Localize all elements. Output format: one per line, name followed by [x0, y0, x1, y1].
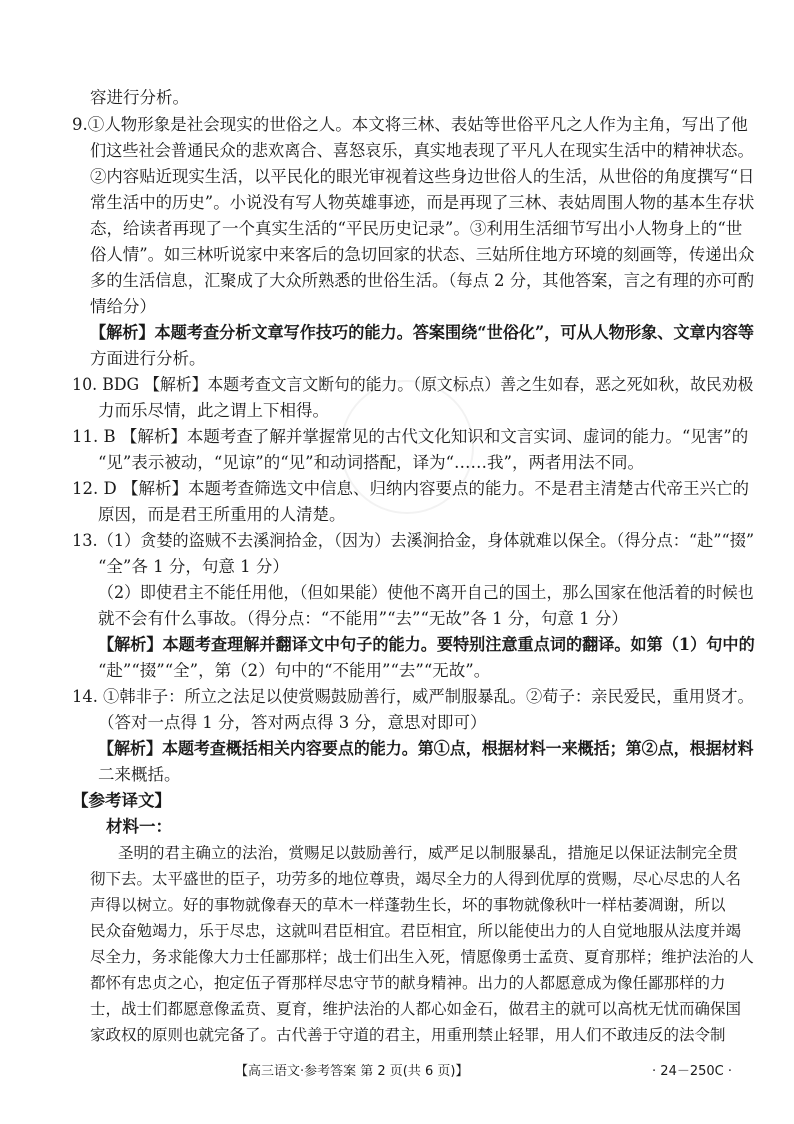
translation-line: 都怀有忠贞之心，抱定伍子胥那样尽忠守节的献身精神。出力的人都愿意成为像任鄙那样的力: [90, 974, 726, 992]
translation-line: 圣明的君主确立的法治，赏赐足以鼓励善行，威严足以制服暴乱，措施足以保证法制完全贯: [118, 844, 739, 862]
text-line: 俗人情”。如三林听说家中来客后的急切回家的状态、三姑所住地方环境的刻画等，传递出众: [90, 245, 755, 264]
answer-10-line: 10. BDG 【解析】本题考查文言文断句的能力。（原文标点）善之生如春，恶之死如秋，故民劝极: [72, 375, 754, 394]
text-line: （2）即使君主不能任用他，（但如果能）使他不离开自己的国土，那么国家在他活着的时候也: [98, 583, 754, 602]
material-one-heading: 材料一：: [106, 817, 172, 836]
answer-11-line: 11. B 【解析】本题考查了解并掌握常见的古代文化知识和文言实词、虚词的能力。“见害”的: [72, 427, 749, 446]
analysis-14: 【解析】本题考查概括相关内容要点的能力。第①点，根据材料一来概括；第②点，根据材料: [98, 739, 754, 758]
text-line: “全”各 1 分，句意 1 分）: [98, 557, 289, 576]
text-line: 力而乐尽情，此之谓上下相得。: [98, 401, 329, 420]
analysis-13: 【解析】本题考查理解并翻译文中句子的能力。要特别注意重点词的翻译。如第（1）句中的: [98, 635, 755, 654]
answer-14-line: 14. ①韩非子：所立之法足以使赏赐鼓励善行，威严制服暴乱。②荀子：亲民爱民，重用贤才。: [72, 687, 754, 706]
translation-line: 家政权的原则也就完备了。古代善于守道的君主，用重刑禁止轻罪，用人们不敢违反的法令制: [90, 1026, 726, 1044]
text-line: 二来概括。: [98, 765, 181, 784]
text-line: 们这些社会普通民众的悲欢离合、喜怒哀乐，真实地表现了平凡人在现实生活中的精神状态。: [90, 141, 754, 160]
text-line: ②内容贴近现实生活，以平民化的眼光审视着这些身边世俗人的生活，从世俗的角度撰写“日: [90, 167, 755, 186]
footer-page-label: 【高三语文·参考答案 第 2 页(共 6 页)】: [235, 1064, 469, 1079]
translation-line: 士，战士们都愿意像孟贲、夏育，维护法治的人都心如金石，做君主的就可以高枕无忧而确保国: [90, 1000, 742, 1018]
translation-line: 民众奋勉竭力，乐于尽忠，这就叫君臣相宜。君臣相宜，所以能使出力的人自觉地服从法度并竭: [90, 922, 742, 940]
text-line: 方面进行分析。: [90, 349, 206, 368]
text-line: 常生活中的历史”。小说没有写人物英雄事迹，而是再现了三林、表姑周围人物的基本生存状: [90, 193, 755, 212]
text-line: 态，给读者再现了一个真实生活的“平民历史记录”。③利用生活细节写出小人物身上的“世: [90, 219, 743, 238]
text-line: 多的生活信息，汇聚成了大众所熟悉的世俗生活。（每点 2 分，其他答案，言之有理的亦可酌: [90, 271, 755, 290]
text-line: “见”表示被动，“见谅”的“见”和动词搭配，译为“……我”，两者用法不同。: [98, 453, 644, 472]
analysis-9: 【解析】本题考查分析文章写作技巧的能力。答案围绕“世俗化”，可从人物形象、文章内容等: [90, 323, 755, 342]
translation-line: 彻下去。太平盛世的臣子，功劳多的地位尊贵，竭尽全力的人得到优厚的赏赐，尽心尽忠的人名: [90, 870, 742, 888]
footer-code: · 24－250C ·: [652, 1064, 732, 1079]
text-line: 原因，而是君王所重用的人清楚。: [98, 505, 346, 524]
answer-12-line: 12. D 【解析】本题考查筛选文中信息、归纳内容要点的能力。不是君主清楚古代帝王兴亡的: [72, 479, 749, 498]
reference-translation-heading: 【参考译文】: [72, 791, 171, 810]
translation-line: 声得以树立。好的事物就像春天的草木一样蓬勃生长，坏的事物就像秋叶一样枯萎凋谢，所以: [90, 896, 726, 914]
text-line: “赴”“掇”“全”，第（2）句中的“不能用”“去”“无故”。: [98, 661, 491, 680]
text-line: 就不会有什么事故。（得分点：“不能用”“去”“无故”各 1 分，句意 1 分）: [98, 609, 628, 628]
translation-line: 尽全力，务求能像大力士任鄙那样；战士们出生入死，情愿像勇士孟贲、夏育那样；维护法治的人: [90, 948, 754, 966]
text-line: 容进行分析。: [90, 88, 189, 107]
answer-13-line: 13.（1）贪婪的盗贼不去溪涧拾金，（因为）去溪涧拾金，身体就难以保全。（得分点：“赴”“掇”: [72, 531, 755, 550]
text-line: 情给分）: [90, 297, 156, 316]
page-footer: [0, 1058, 794, 1080]
answer-9-line: 9.①人物形象是社会现实的世俗之人。本文将三林、表姑等世俗平凡之人作为主角，写出了他: [72, 115, 748, 134]
text-line: （答对一点得 1 分，答对两点得 3 分，意思对即可）: [98, 713, 487, 732]
